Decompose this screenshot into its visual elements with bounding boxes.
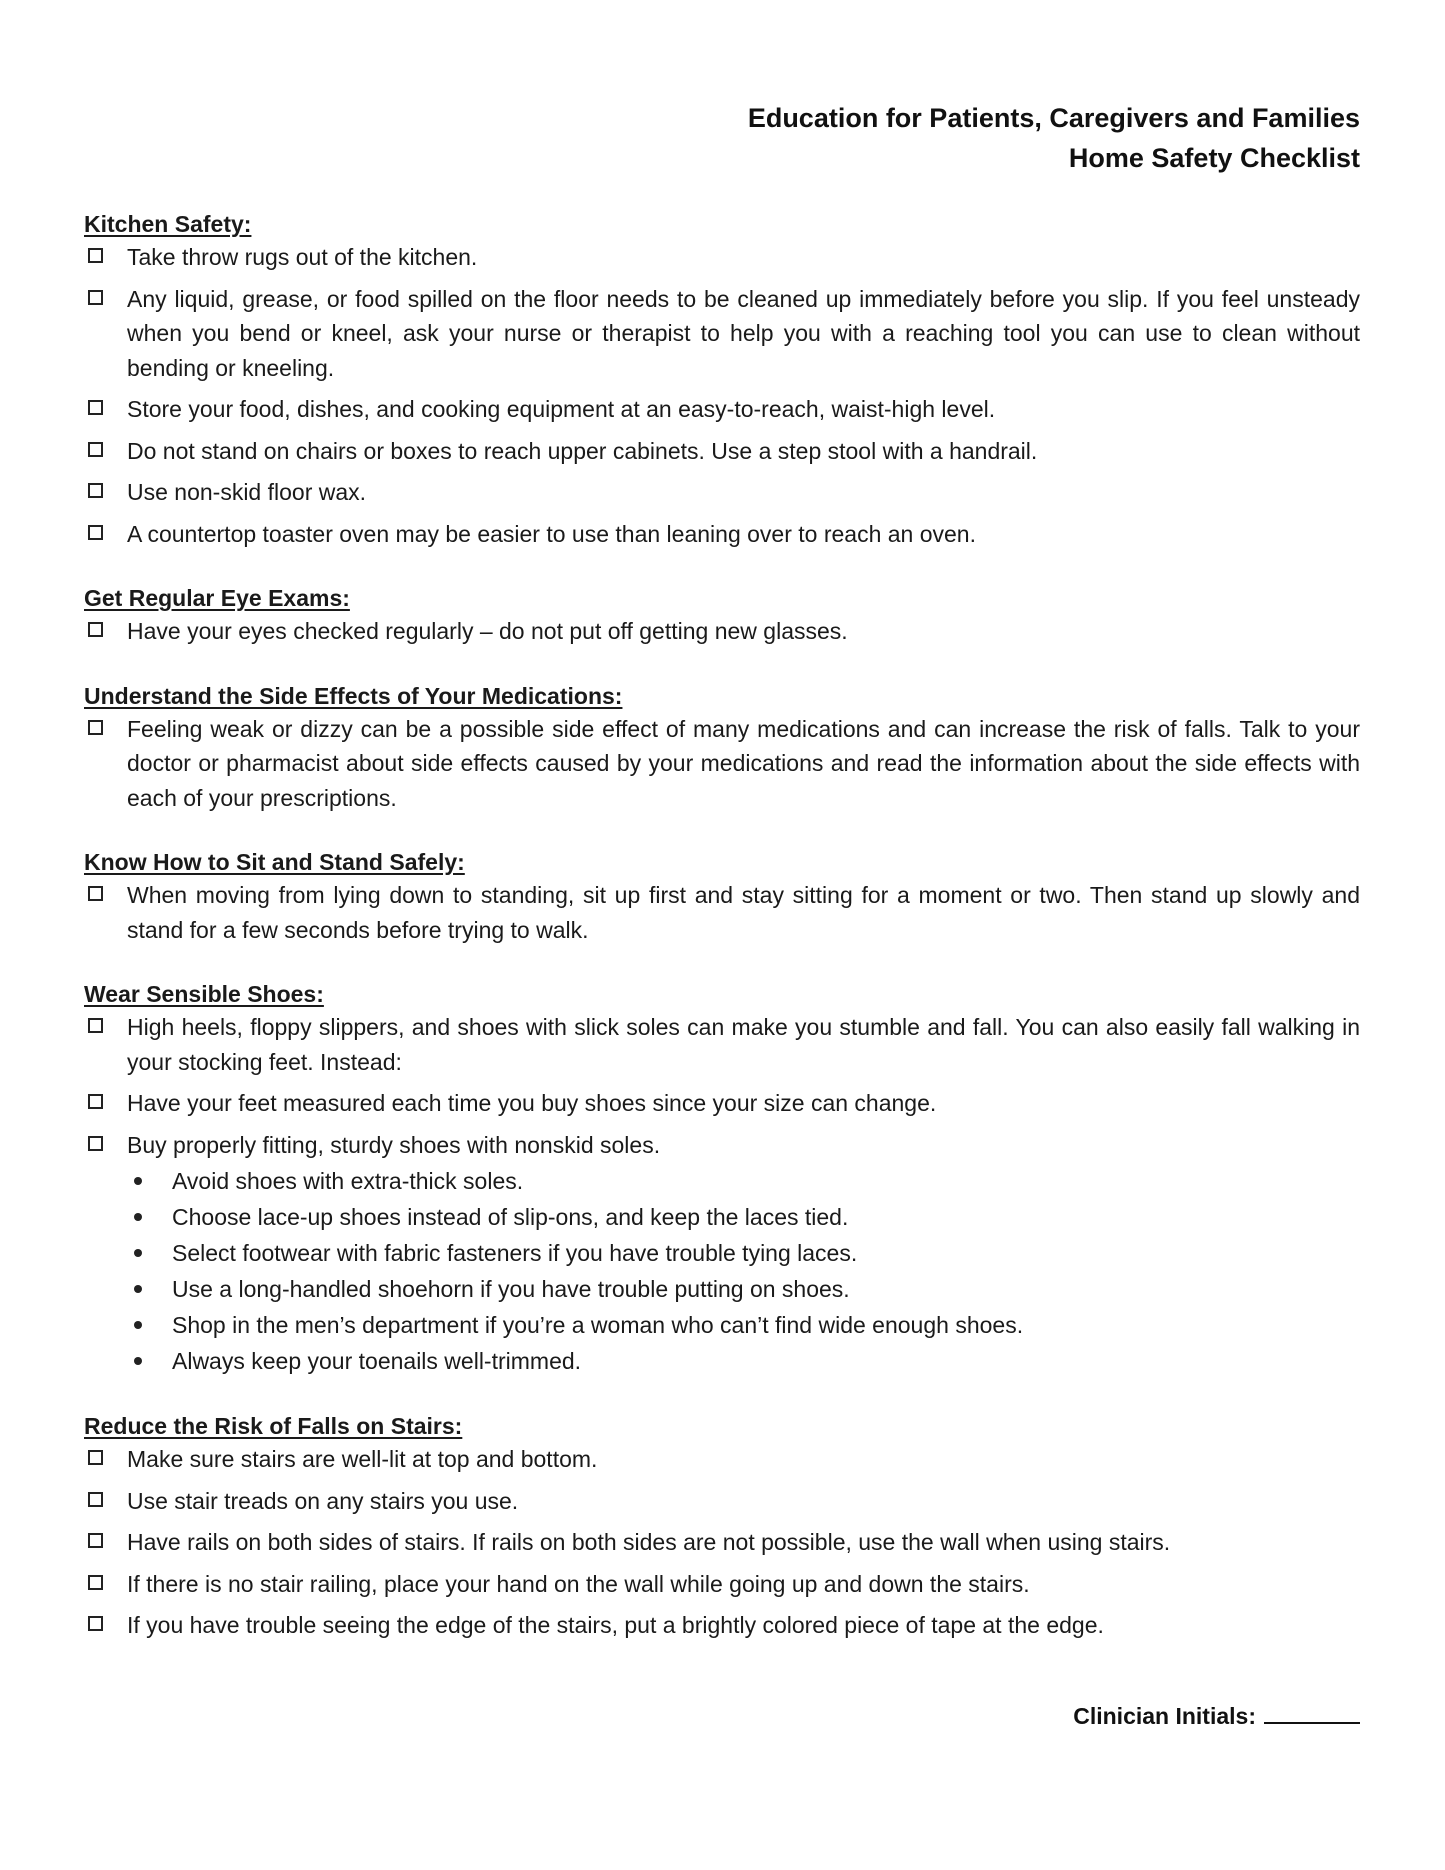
bullet-item [130, 1199, 1360, 1235]
checkbox-icon[interactable] [88, 290, 103, 305]
checkbox-icon[interactable] [88, 525, 103, 540]
section-title: Kitchen Safety: [84, 211, 252, 237]
document-header [748, 98, 1360, 178]
section-title: Get Regular Eye Exams: [84, 585, 350, 611]
checkbox-icon[interactable] [88, 1616, 103, 1631]
section-sit-stand [84, 846, 1360, 947]
item-text: If you have trouble seeing the edge of the stairs, put a brightly colored piece of tape at the edge. [127, 1612, 1104, 1638]
checklist-item [84, 1010, 1360, 1079]
checkbox-icon[interactable] [88, 1450, 103, 1465]
item-text: If there is no stair railing, place your hand on the wall while going up and down the stairs. [127, 1570, 1030, 1597]
checklist-item [84, 1128, 1360, 1163]
checklist-item [84, 712, 1360, 816]
item-text: Any liquid, grease, or food spilled on the floor needs to be cleaned up immediately before you slip. If you feel unsteady when you bend or kneel, ask your nurse or therapist to help you with a reaching tool you can use to clean without bending or kneeling. [127, 285, 1360, 381]
item-text: Have your eyes checked regularly – do not put off getting new glasses. [127, 618, 848, 644]
bullet-text: Always keep your toenails well-trimmed. [172, 1348, 582, 1374]
clinician-initials-label: Clinician Initials: [1073, 1703, 1256, 1729]
checkbox-icon[interactable] [88, 248, 103, 263]
item-text: Make sure stairs are well-lit at top and bottom. [127, 1446, 598, 1472]
item-text: Do not stand on chairs or boxes to reach upper cabinets. Use a step stool with a handrail. [127, 437, 1038, 464]
checkbox-icon[interactable] [88, 1575, 103, 1590]
item-text: Take throw rugs out of the kitchen. [127, 244, 478, 270]
header-subtitle: Home Safety Checklist [1068, 143, 1360, 173]
checkbox-icon[interactable] [88, 1492, 103, 1507]
checkbox-icon[interactable] [88, 1018, 103, 1033]
checkbox-icon[interactable] [88, 622, 103, 637]
checklist-item [84, 434, 1360, 469]
bullet-list [84, 1163, 1360, 1379]
bullet-icon [134, 1213, 142, 1221]
item-text: Have your feet measured each time you buy shoes since your size can change. [127, 1090, 937, 1116]
bullet-text: Avoid shoes with extra-thick soles. [172, 1168, 524, 1194]
bullet-text: Choose lace-up shoes instead of slip-ons, and keep the laces tied. [172, 1204, 849, 1230]
checklist-item [84, 614, 1360, 649]
bullet-item [130, 1163, 1360, 1199]
item-text: Use stair treads on any stairs you use. [127, 1487, 519, 1514]
section-title: Wear Sensible Shoes: [84, 981, 324, 1007]
checklist-item [84, 392, 1360, 427]
bullet-icon [134, 1321, 142, 1329]
checkbox-icon[interactable] [88, 1533, 103, 1548]
bullet-icon [134, 1285, 142, 1293]
checklist-item [84, 517, 1360, 552]
item-text: Use non-skid floor wax. [127, 479, 367, 505]
bullet-text: Shop in the men’s department if you’re a woman who can’t find wide enough shoes. [172, 1312, 1024, 1338]
section-eye-exams [84, 582, 1360, 649]
bullet-icon [134, 1249, 142, 1257]
checkbox-icon[interactable] [88, 442, 103, 457]
checklist-item [84, 878, 1360, 947]
clinician-initials-field[interactable] [1264, 1700, 1360, 1724]
checkbox-icon[interactable] [88, 886, 103, 901]
checkbox-icon[interactable] [88, 483, 103, 498]
item-text: High heels, floppy slippers, and shoes with slick soles can make you stumble and fall. You can also easily fall walking in your stocking feet. Instead: [127, 1014, 1360, 1075]
checkbox-icon[interactable] [88, 400, 103, 415]
checklist-item [84, 475, 1360, 510]
item-text: When moving from lying down to standing, sit up first and stay sitting for a moment or two. Then stand up slowly and stand for a few seconds before trying to walk. [127, 882, 1360, 943]
checklist-item [84, 1442, 1360, 1477]
section-title: Know How to Sit and Stand Safely: [84, 849, 465, 875]
bullet-text: Use a long-handled shoehorn if you have trouble putting on shoes. [172, 1276, 850, 1302]
bullet-item [130, 1307, 1360, 1343]
item-text: Have rails on both sides of stairs. If rails on both sides are not possible, use the wall when using stairs. [127, 1529, 1171, 1555]
section-title: Reduce the Risk of Falls on Stairs: [84, 1413, 463, 1439]
item-text: Feeling weak or dizzy can be a possible side effect of many medications and can increase the risk of falls. Talk to your doctor or pharmacist about side effects caused by your medications and read the information about the side effects with each of your prescriptions. [127, 715, 1360, 811]
checklist-content [84, 208, 1360, 1674]
header-title: Education for Patients, Caregivers and Families [747, 103, 1360, 133]
bullet-item [130, 1271, 1360, 1307]
item-text: A countertop toaster oven may be easier to use than leaning over to reach an oven. [127, 520, 976, 547]
bullet-icon [134, 1177, 142, 1185]
bullet-item [130, 1235, 1360, 1271]
bullet-text: Select footwear with fabric fasteners if you have trouble tying laces. [172, 1240, 858, 1266]
checklist-item [84, 1567, 1360, 1602]
checklist-item [84, 1608, 1360, 1643]
checkbox-icon[interactable] [88, 1094, 103, 1109]
clinician-initials [1073, 1700, 1360, 1732]
checklist-item [84, 1484, 1360, 1519]
checkbox-icon[interactable] [88, 720, 103, 735]
checklist-item [84, 282, 1360, 386]
bullet-icon [134, 1357, 142, 1365]
checklist-item [84, 240, 1360, 275]
checklist-item [84, 1086, 1360, 1121]
item-text: Store your food, dishes, and cooking equipment at an easy-to-reach, waist-high level. [127, 396, 996, 422]
section-sensible-shoes [84, 978, 1360, 1379]
section-kitchen-safety [84, 208, 1360, 551]
section-title: Understand the Side Effects of Your Medications: [84, 682, 623, 709]
section-stairs [84, 1410, 1360, 1643]
checklist-item [84, 1525, 1360, 1560]
section-medications [84, 680, 1360, 816]
checkbox-icon[interactable] [88, 1136, 103, 1151]
bullet-item [130, 1343, 1360, 1379]
item-text: Buy properly fitting, sturdy shoes with nonskid soles. [127, 1131, 661, 1158]
